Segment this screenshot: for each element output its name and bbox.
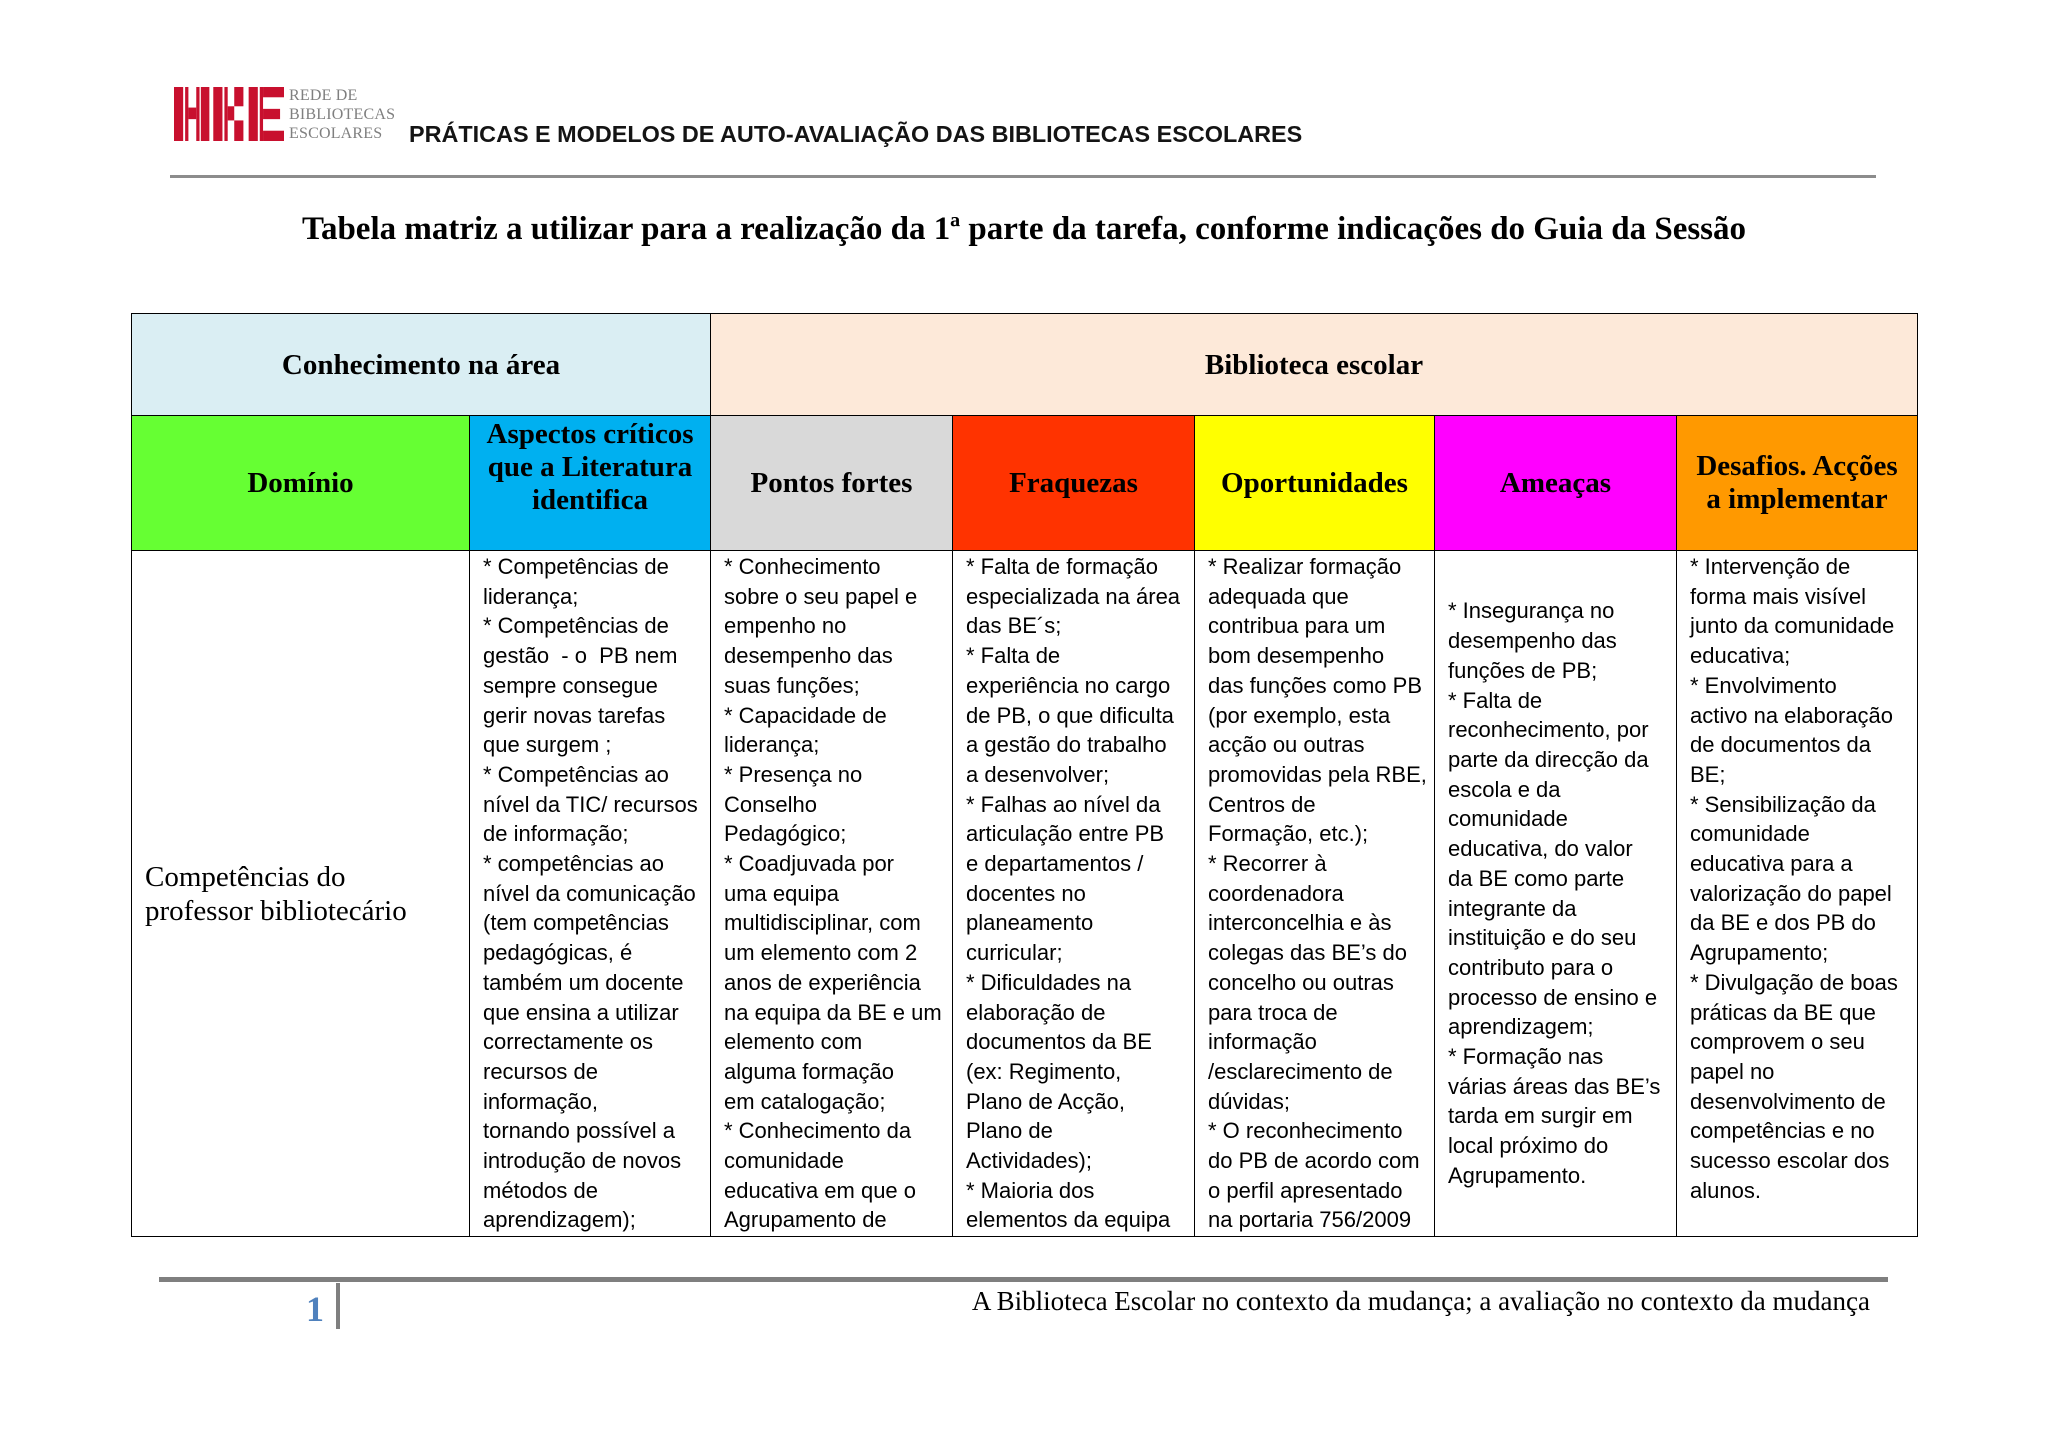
cell-line: aprendizagem); (483, 1207, 636, 1233)
cell-line: introdução de novos (483, 1148, 682, 1174)
cell-line: Centros de (1208, 791, 1316, 817)
cell-line: coordenadora (1208, 880, 1344, 906)
cell-line: uma equipa (724, 880, 839, 906)
cell-line: desempenho das (1448, 628, 1617, 654)
cell-line: e departamentos / (966, 851, 1144, 877)
cell-line: Formação, etc.); (1208, 821, 1369, 847)
column-header-line: Pontos fortes (750, 466, 913, 499)
cell-line: informação (1208, 1029, 1317, 1055)
cell-line: experiência no cargo (966, 672, 1171, 698)
cell-line: o perfil apresentado (1208, 1177, 1403, 1203)
cell-line: * Dificuldades na (966, 969, 1132, 995)
column-header-aspectos-criticos (470, 416, 711, 551)
cell-line: do PB de acordo com (1208, 1148, 1420, 1174)
cell-line: integrante da (1448, 895, 1577, 921)
rbe-logo (174, 87, 398, 143)
cell-line: educativa; (1690, 643, 1791, 669)
cell-line: reconhecimento, por (1448, 717, 1649, 743)
cell-line: Agrupamento de (724, 1207, 887, 1233)
column-header-line: Ameaças (1499, 466, 1612, 499)
cell-line: educativa para a (1690, 851, 1853, 877)
cell-line: (por exemplo, esta (1208, 702, 1391, 728)
cell-line: concelho ou outras (1208, 969, 1394, 995)
cell-line: local próximo do (1448, 1133, 1609, 1159)
cell-line: que ensina a utilizar (483, 999, 679, 1025)
cell-line: (ex: Regimento, (966, 1058, 1122, 1084)
cell-line: * Recorrer à (1208, 851, 1327, 877)
cell-line: * Capacidade de (724, 702, 887, 728)
cell-line: * Falta de (966, 643, 1061, 669)
cell-line: adequada que (1208, 583, 1349, 609)
column-header-dominio (132, 416, 470, 551)
cell-line: desenvolvimento de (1690, 1088, 1886, 1114)
rbe-logo-mark-icon (174, 87, 284, 141)
cell-line: especializada na área (966, 583, 1181, 609)
cell-line: em catalogação; (724, 1088, 886, 1114)
cell-line: parte da direcção da (1448, 746, 1649, 772)
column-header-line: identifica (532, 484, 648, 516)
cell-line: contribua para um (1208, 613, 1386, 639)
cell-line: de informação; (483, 821, 629, 847)
cell-line: comprovem o seu (1690, 1029, 1865, 1055)
cell-line: * Intervenção de (1690, 554, 1851, 579)
cell-line: papel no (1690, 1058, 1775, 1084)
cell-line: documentos da BE (966, 1029, 1152, 1055)
cell-line: sempre consegue (483, 672, 658, 698)
column-header-ameacas (1435, 416, 1677, 551)
cell-line: a desenvolver; (966, 761, 1110, 787)
column-header-line: que a Literatura (487, 451, 693, 483)
footer-title: A Biblioteca Escolar no contexto da mudança; a avaliação no contexto da mudança (971, 1286, 1870, 1316)
cell-line: colegas das BE’s do (1208, 940, 1407, 966)
cell-line: dúvidas; (1208, 1088, 1290, 1114)
cell-desafios (1677, 551, 1918, 1237)
cell-line: funções de PB; (1448, 657, 1598, 683)
cell-line: Pedagógico; (724, 821, 847, 847)
column-header-line: a implementar (1706, 483, 1888, 515)
swot-matrix-table (131, 313, 1918, 1237)
cell-line: forma mais visível (1690, 583, 1867, 609)
cell-line: escola e da (1448, 776, 1561, 802)
cell-line: * Competências ao (483, 761, 669, 787)
cell-line: elementos da equipa (966, 1207, 1171, 1233)
logo-wordmark-line: BIBLIOTECAS (289, 106, 396, 123)
cell-line: Plano de (966, 1118, 1053, 1144)
cell-line: Agrupamento. (1448, 1162, 1587, 1188)
cell-line: liderança; (724, 732, 820, 758)
cell-line: tornando possível a (483, 1118, 676, 1144)
cell-line: anos de experiência (724, 969, 921, 995)
column-header-line: Fraquezas (1009, 466, 1138, 499)
cell-line: para troca de (1208, 999, 1338, 1025)
logo-wordmark-line: REDE DE (289, 87, 358, 104)
footer-separator (336, 1283, 340, 1329)
group-header-biblioteca: Biblioteca escolar (711, 314, 1918, 416)
cell-line: informação, (483, 1088, 598, 1114)
cell-line: multidisciplinar, com (724, 910, 921, 936)
cell-aspectos-criticos (470, 551, 711, 1237)
page-number: 1 (306, 1289, 324, 1329)
cell-line: alunos. (1690, 1177, 1761, 1203)
cell-line: das funções como PB (1208, 672, 1423, 698)
cell-line: planeamento (966, 910, 1094, 936)
cell-line: interconcelhia e às (1208, 910, 1392, 936)
cell-line: suas funções; (724, 672, 860, 698)
cell-line: activo na elaboração (1690, 702, 1894, 728)
cell-line: na portaria 756/2009 (1208, 1207, 1412, 1233)
cell-line: empenho no (724, 613, 847, 639)
cell-dominio (132, 551, 470, 1237)
cell-line: * Competências de (483, 613, 669, 639)
cell-line: de documentos da (1690, 732, 1872, 758)
header-divider (170, 175, 1876, 178)
cell-line: bom desempenho (1208, 643, 1385, 669)
cell-line: * Divulgação de boas (1690, 969, 1898, 995)
cell-line: * Realizar formação (1208, 554, 1402, 579)
cell-line: nível da comunicação (483, 880, 696, 906)
document-title: Tabela matriz a utilizar para a realização da 1ª parte da tarefa, conforme indicações do Guia da Sessão (301, 211, 1747, 247)
cell-line: * Envolvimento (1690, 672, 1837, 698)
cell-line: /esclarecimento de (1208, 1058, 1393, 1084)
cell-line: promovidas pela RBE, (1208, 761, 1427, 787)
cell-line: acção ou outras (1208, 732, 1365, 758)
cell-line: liderança; (483, 583, 579, 609)
logo-wordmark (289, 86, 395, 143)
cell-line: elemento com (724, 1029, 863, 1055)
cell-line: Actividades); (966, 1148, 1092, 1174)
cell-line: na equipa da BE e um (724, 999, 942, 1025)
cell-line: Conselho (724, 791, 817, 817)
cell-line: Plano de Acção, (966, 1088, 1126, 1114)
cell-line: curricular; (966, 940, 1063, 966)
cell-line: articulação entre PB (966, 821, 1165, 847)
cell-line: docentes no (966, 880, 1086, 906)
cell-line: valorização do papel (1690, 880, 1892, 906)
cell-line: * Falta de formação (966, 554, 1158, 579)
cell-line: sucesso escolar dos (1690, 1148, 1890, 1174)
cell-line: (tem competências (483, 910, 669, 936)
cell-line: * Competências de (483, 554, 669, 579)
cell-line: Agrupamento; (1690, 940, 1829, 966)
cell-fraquezas (953, 551, 1195, 1237)
cell-line: métodos de (483, 1177, 598, 1203)
cell-line: * Presença no (724, 761, 863, 787)
group-header-conhecimento: Conhecimento na área (132, 314, 711, 416)
cell-line: um elemento com 2 (724, 940, 918, 966)
cell-line: * Conhecimento da (724, 1118, 912, 1144)
cell-line: * Falta de (1448, 687, 1543, 713)
cell-line: * competências ao (483, 851, 664, 877)
cell-line: sobre o seu papel e (724, 583, 918, 609)
cell-line: * Falhas ao nível da (966, 791, 1161, 817)
footer-divider (159, 1277, 1888, 1282)
column-header-desafios (1677, 416, 1918, 551)
cell-line: a gestão do trabalho (966, 732, 1167, 758)
cell-line: tarda em surgir em (1448, 1103, 1633, 1129)
column-header-line: Aspectos críticos (486, 418, 694, 450)
cell-line: aprendizagem; (1448, 1014, 1594, 1040)
cell-oportunidades (1195, 551, 1435, 1237)
cell-line: recursos de (483, 1058, 598, 1084)
column-header-line: Desafios. Acções (1696, 450, 1898, 482)
column-header-fraquezas (953, 416, 1195, 551)
cell-line: várias áreas das BE’s (1448, 1073, 1661, 1099)
cell-line: * Conhecimento (724, 554, 881, 579)
cell-line: da BE e dos PB do (1690, 910, 1876, 936)
column-header-pontos-fortes (711, 416, 953, 551)
cell-line: que surgem ; (483, 732, 612, 758)
cell-line: elaboração de (966, 999, 1106, 1025)
logo-wordmark-line: ESCOLARES (289, 125, 383, 142)
cell-line: * Formação nas (1448, 1044, 1604, 1070)
cell-line: pedagógicas, é (483, 940, 633, 966)
cell-line: gestão - o PB nem (483, 643, 678, 669)
cell-line: contributo para o (1448, 954, 1614, 980)
cell-line: gerir novas tarefas (483, 702, 666, 728)
cell-line: comunidade (1690, 821, 1810, 847)
cell-line: educativa, do valor (1448, 836, 1633, 862)
cell-line: instituição e do seu (1448, 925, 1637, 951)
cell-line: desempenho das (724, 643, 893, 669)
cell-line: alguma formação (724, 1058, 894, 1084)
column-header-line: Oportunidades (1221, 466, 1408, 499)
cell-ameacas (1435, 551, 1677, 1237)
cell-line: * O reconhecimento (1208, 1118, 1403, 1144)
cell-line: de PB, o que dificulta (966, 702, 1174, 728)
cell-line: comunidade (1448, 806, 1568, 832)
cell-pontos-fortes (711, 551, 953, 1237)
cell-line: processo de ensino e (1448, 984, 1658, 1010)
cell-line: nível da TIC/ recursos (483, 791, 698, 817)
cell-line: da BE como parte (1448, 865, 1625, 891)
cell-line: correctamente os (483, 1029, 653, 1055)
cell-line: professor bibliotecário (145, 894, 407, 927)
cell-line: práticas da BE que (1690, 999, 1876, 1025)
cell-line: * Insegurança no (1448, 598, 1615, 624)
cell-line: * Coadjuvada por (724, 851, 895, 877)
column-header-oportunidades (1195, 416, 1435, 551)
cell-line: também um docente (483, 969, 684, 995)
cell-line: educativa em que o (724, 1177, 917, 1203)
cell-line: competências e no (1690, 1118, 1875, 1144)
column-header-line: Domínio (247, 466, 354, 499)
cell-line: junto da comunidade (1690, 613, 1895, 639)
cell-line: das BE´s; (966, 613, 1062, 639)
cell-line: Competências do (145, 860, 346, 893)
cell-line: BE; (1690, 761, 1726, 787)
cell-line: * Sensibilização da (1690, 791, 1876, 817)
cell-line: * Maioria dos (966, 1177, 1095, 1203)
running-header-title: PRÁTICAS E MODELOS DE AUTO-AVALIAÇÃO DAS BIBLIOTECAS ESCOLARES (409, 121, 1303, 147)
cell-line: comunidade (724, 1148, 844, 1174)
